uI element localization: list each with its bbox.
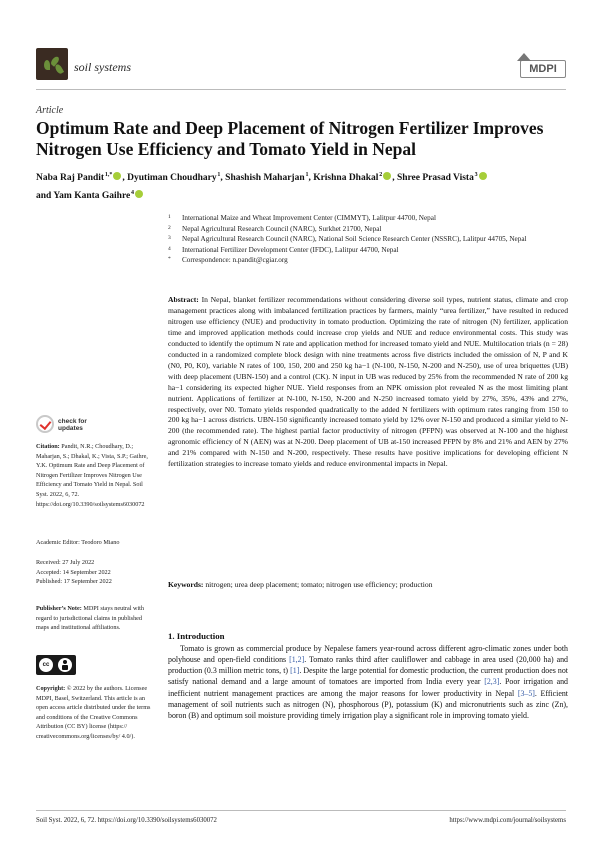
check-updates-icon	[36, 415, 54, 433]
intro-text: . Tomato ranks third after cauliflower and cabbage in area used (20,000 ha) and production (0.3 million metric tons, t)	[168, 655, 568, 676]
footer-journal-url[interactable]: https://www.mdpi.com/journal/soilsystems	[449, 817, 566, 824]
abstract-label: Abstract:	[168, 295, 199, 304]
article-title: Optimum Rate and Deep Placement of Nitrogen Fertilizer Improves Nitrogen Use Efficiency and Tomato Yield in Nepal	[36, 118, 544, 159]
author[interactable]: Naba Raj Pandit	[36, 173, 105, 184]
intro-text: . Despite the large potential for domestic production, the current production does not satisfy national demand and a large amount of tomatoes are imported from India every year	[168, 666, 568, 687]
affiliation	[168, 245, 568, 256]
intro-text: . Poor irrigation and inefficient nutrient management practices are among the major reasons for lower productivity in Nepal	[168, 677, 568, 698]
author-sup: 2	[379, 172, 383, 178]
author-sup: 1	[217, 172, 221, 178]
affiliation	[168, 224, 568, 235]
author[interactable]: Yam Kanta Gaihre	[53, 191, 131, 202]
abstract-text: In Nepal, blanket fertilizer recommendations without considering diverse soil types, nutrient status, climate and crop management practices along with imbalanced fertilization practices by farmers, mainly “urea fertilizer,” have resulted in reduced nitrogen use efficiency (NUE) and productivity in tomato production. Optimizing the rate of nitrogen (N) fertilizer, application time and improved application methods could increase crop yields and NUE and reduce environmental costs. This study was conducted to identify the optimum N rate and application method for increased tomato yield and NUE. Multilocation trials (n = 28) conducted in a randomized complete block design with nine treatments across five districts included the omission of N, P and K (N0, P0, K0), variable N rates of 100, 150, 200 and 250 kg ha−1 (N-100, N-150, N-200 and N-250), use of urea briquettes (UB) with deep placement (UBN-150) and a control (CK). N input in UB was reduced by 25% from the recommended N rate of 200 kg ha−1 considering its expected higher NUE. Yield responses from an NPK omission plot revealed N as the most limiting plant nutrient. Applications of fertilizer at N-100, N-150, N-200 and N-250 increased tomato yield by 27%, 35%, 43% and 27%, respectively, over N0. Tomato yields responded quadratically to the added N fertilizers with optimum rates ranging from 150 to 200 kg ha−1 across districts. UBN-150 significantly increased tomato yield by 12% over N-150 and produced a similar yield to N-200 (the recommended rate). The highest partial factor productivity of nitrogen (PFPN) was observed at N-100 and the highest agronomic efficiency of N (AEN) was at N-200. Deep placement of UB at-150 increased PFPN by 8% and 21% and AEN by 27% and 21% compared with N-150 and N-200, respectively. These results have positive implications for developing efficient N fertilization strategies to increase tomato yields and reduce environmental impacts in Nepal.	[168, 295, 568, 469]
author[interactable]: Shree Prasad Vista	[396, 173, 474, 184]
check-updates-text	[58, 418, 87, 432]
published-date: Published: 17 September 2022	[36, 578, 112, 586]
affiliation-sup: 3	[168, 235, 171, 241]
citation-text: Pandit, N.R.; Choudhary, D.; Maharjan, S.; Dhakal, K.; Vista, S.P.; Gaihre, Y.K. Optimum Rate and Deep Placement of Nitrogen Fertilizer Improves Nitrogen Use Efficiency and Tomato Yield in Nepal. Soil Syst. 2022, 6, 72. https://doi.org/10.3390/soilsystems6030072	[36, 443, 148, 508]
by-person-icon	[58, 658, 72, 672]
copyright-block	[36, 684, 156, 742]
affiliation-list	[168, 213, 568, 266]
soil-leaf-icon	[36, 48, 68, 80]
footer-divider	[36, 810, 566, 811]
mdpi-logo-text: MDPI	[529, 63, 557, 75]
academic-editor: Academic Editor: Teodoro Miano	[36, 539, 120, 546]
article-type: Article	[36, 105, 64, 116]
correspondence-email[interactable]: Correspondence: n.pandit@cgiar.org	[182, 256, 288, 264]
footer-citation[interactable]: Soil Syst. 2022, 6, 72. https://doi.org/10.3390/soilsystems6030072	[36, 817, 217, 824]
affiliation-text: Nepal Agricultural Research Council (NARC), Surkhet 21700, Nepal	[182, 224, 382, 233]
affiliation-text: Nepal Agricultural Research Council (NARC), National Soil Science Research Center (NSSRC), Lalitpur 44705, Nepal	[182, 235, 527, 243]
accepted-date: Accepted: 14 September 2022	[36, 568, 111, 576]
journal-header	[36, 48, 566, 88]
affiliation-sup: 1	[168, 214, 171, 220]
author-sup: 3	[474, 172, 478, 178]
author[interactable]: Krishna Dhakal	[313, 173, 379, 184]
mdpi-triangle-icon	[517, 53, 531, 61]
check-for-updates-button[interactable]	[36, 415, 146, 439]
citation-link[interactable]: [1,2]	[289, 655, 305, 665]
check-updates-line1: check for	[58, 418, 87, 425]
received-date: Received: 27 July 2022	[36, 559, 95, 566]
dates-block	[36, 558, 156, 587]
citation-link[interactable]: [2,3]	[484, 677, 500, 687]
citation-block	[36, 442, 156, 509]
author-sup: 1	[305, 172, 309, 178]
intro-text: Tomato is grown as commercial produce by Nepalese famers year-round across different agro-climatic zones under both polyhouse and open-field conditions	[168, 644, 568, 665]
affiliation-text: International Fertilizer Development Center (IFDC), Lalitpur 44700, Nepal	[182, 245, 399, 254]
author[interactable]: Shashish Maharjan	[225, 173, 305, 184]
cc-icon: cc	[39, 658, 53, 672]
citation-label: Citation:	[36, 443, 60, 450]
cc-by-license-icon[interactable]	[36, 655, 76, 675]
publisher-note-label: Publisher’s Note:	[36, 605, 82, 612]
citation-link[interactable]: [1]	[290, 666, 300, 676]
affiliation	[168, 213, 568, 224]
publisher-note	[36, 604, 156, 633]
author[interactable]: Dyutiman Choudhary	[127, 173, 217, 184]
publisher-note-text: MDPI stays neutral with regard to jurisdictional claims in published maps and institutional affiliations.	[36, 605, 144, 632]
affiliation-text: International Maize and Wheat Improvement Center (CIMMYT), Lalitpur 44700, Nepal	[182, 214, 436, 222]
orcid-icon[interactable]	[383, 172, 391, 180]
citation-link[interactable]: [3–5]	[517, 688, 535, 698]
author-sup: 4	[131, 190, 135, 197]
intro-text: . Efficient management of soil nutrients such as nitrogen (N), phosphorous (P), potassium (K) and micronutrients such as zinc (Zn), boron (B) and optimum soil moisture providing timely irrigation play a significant role in improving tomato yield.	[168, 688, 569, 720]
affiliation	[168, 234, 568, 245]
copyright-text: © 2022 by the authors. Licensee MDPI, Basel, Switzerland. This article is an open access article distributed under the terms and conditions of the Creative Commons Attribution (CC BY) license (https:// creativecommons.org/licenses/by/ 4.0/).	[36, 685, 151, 740]
affiliation-sup: 4	[168, 245, 171, 252]
journal-name: soil systems	[74, 60, 131, 74]
mdpi-logo[interactable]	[520, 60, 566, 78]
keywords-text: nitrogen; urea deep placement; tomato; nitrogen use efficiency; production	[205, 580, 433, 589]
orcid-icon[interactable]	[479, 172, 487, 180]
abstract	[168, 295, 568, 470]
introduction-paragraph	[168, 643, 568, 721]
header-divider	[36, 89, 566, 90]
author-sup: 1,*	[104, 172, 113, 178]
correspondence	[168, 255, 568, 266]
author-list: Naba Raj Pandit $^{1,*}$ , Dyutiman Choudhary $^1$, Shashish Maharjan $^1$, Krishna Dhakal $^2$ , Shree Prasad Vista $^3$ and Yam Kanta Gaihre $^4$	[36, 168, 566, 204]
copyright-label: Copyright:	[36, 685, 66, 692]
orcid-icon[interactable]	[135, 190, 143, 198]
affiliation-sup: 2	[168, 224, 171, 231]
section-heading: 1. Introduction	[168, 631, 225, 641]
keywords	[168, 580, 568, 591]
orcid-icon[interactable]	[113, 172, 121, 180]
keywords-label: Keywords:	[168, 580, 204, 589]
check-updates-line2: updates	[58, 425, 83, 432]
affiliation-sup: *	[168, 256, 171, 262]
